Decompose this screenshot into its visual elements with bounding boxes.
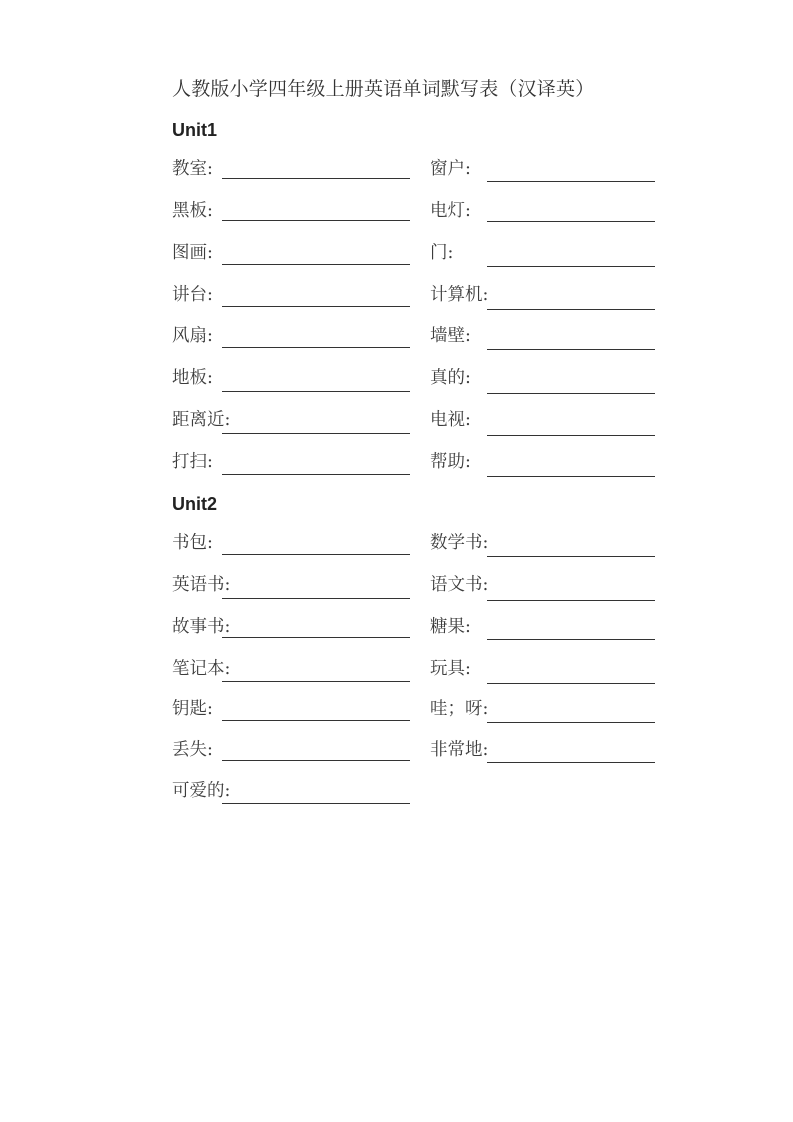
answer-blank[interactable] bbox=[487, 600, 655, 601]
page-title: 人教版小学四年级上册英语单词默写表（汉译英） bbox=[172, 78, 595, 100]
word-label: 电灯: bbox=[430, 201, 471, 221]
word-label: 哇；呀: bbox=[430, 699, 489, 719]
word-label: 距离近: bbox=[172, 410, 231, 430]
answer-blank[interactable] bbox=[222, 681, 410, 682]
answer-blank[interactable] bbox=[487, 683, 655, 684]
worksheet-row bbox=[0, 409, 793, 439]
worksheet-row bbox=[0, 284, 793, 314]
worksheet-row bbox=[0, 367, 793, 397]
word-label: 打扫: bbox=[172, 452, 213, 472]
word-label: 故事书: bbox=[172, 617, 231, 637]
unit2-heading: Unit2 bbox=[172, 494, 217, 514]
word-label: 丢失: bbox=[172, 740, 213, 760]
word-label: 非常地: bbox=[430, 740, 489, 760]
word-label: 书包: bbox=[172, 533, 213, 553]
word-label: 电视: bbox=[430, 410, 471, 430]
word-label: 可爱的: bbox=[172, 781, 231, 801]
word-label: 窗户: bbox=[430, 159, 471, 179]
word-label: 风扇: bbox=[172, 326, 213, 346]
worksheet-row bbox=[0, 574, 793, 604]
answer-blank[interactable] bbox=[487, 639, 655, 640]
worksheet-row bbox=[0, 739, 793, 769]
unit1-heading: Unit1 bbox=[172, 120, 217, 140]
answer-blank[interactable] bbox=[222, 220, 410, 221]
answer-blank[interactable] bbox=[487, 309, 655, 310]
answer-blank[interactable] bbox=[222, 178, 410, 179]
answer-blank[interactable] bbox=[222, 637, 410, 638]
answer-blank[interactable] bbox=[487, 476, 655, 477]
answer-blank[interactable] bbox=[487, 435, 655, 436]
word-label: 笔记本: bbox=[172, 659, 231, 679]
answer-blank[interactable] bbox=[487, 556, 655, 557]
answer-blank[interactable] bbox=[222, 264, 410, 265]
word-label: 墙壁: bbox=[430, 326, 471, 346]
word-label: 玩具: bbox=[430, 659, 471, 679]
worksheet-row bbox=[0, 532, 793, 562]
word-label: 图画: bbox=[172, 243, 213, 263]
answer-blank[interactable] bbox=[487, 221, 655, 222]
answer-blank[interactable] bbox=[487, 181, 655, 182]
word-label: 真的: bbox=[430, 368, 471, 388]
word-label: 地板: bbox=[172, 368, 213, 388]
word-label: 语文书: bbox=[430, 575, 489, 595]
answer-blank[interactable] bbox=[487, 349, 655, 350]
word-label: 教室: bbox=[172, 159, 213, 179]
worksheet-row bbox=[0, 698, 793, 728]
worksheet-row bbox=[0, 158, 793, 188]
worksheet-row bbox=[0, 325, 793, 355]
word-label: 数学书: bbox=[430, 533, 489, 553]
worksheet-row bbox=[0, 780, 793, 810]
answer-blank[interactable] bbox=[222, 720, 410, 721]
word-label: 计算机: bbox=[430, 285, 489, 305]
worksheet-row bbox=[0, 200, 793, 230]
answer-blank[interactable] bbox=[222, 598, 410, 599]
answer-blank[interactable] bbox=[222, 474, 410, 475]
word-label: 讲台: bbox=[172, 285, 213, 305]
worksheet-row bbox=[0, 242, 793, 272]
word-label: 门: bbox=[430, 243, 454, 263]
answer-blank[interactable] bbox=[487, 762, 655, 763]
answer-blank[interactable] bbox=[222, 760, 410, 761]
answer-blank[interactable] bbox=[222, 554, 410, 555]
word-label: 钥匙: bbox=[172, 699, 213, 719]
answer-blank[interactable] bbox=[487, 722, 655, 723]
word-label: 糖果: bbox=[430, 617, 471, 637]
answer-blank[interactable] bbox=[222, 433, 410, 434]
word-label: 英语书: bbox=[172, 575, 231, 595]
answer-blank[interactable] bbox=[222, 391, 410, 392]
answer-blank[interactable] bbox=[222, 306, 410, 307]
worksheet-row bbox=[0, 451, 793, 481]
word-label: 帮助: bbox=[430, 452, 471, 472]
answer-blank[interactable] bbox=[222, 803, 410, 804]
answer-blank[interactable] bbox=[487, 393, 655, 394]
word-label: 黑板: bbox=[172, 201, 213, 221]
worksheet-row bbox=[0, 658, 793, 688]
worksheet-row bbox=[0, 616, 793, 646]
answer-blank[interactable] bbox=[487, 266, 655, 267]
answer-blank[interactable] bbox=[222, 347, 410, 348]
